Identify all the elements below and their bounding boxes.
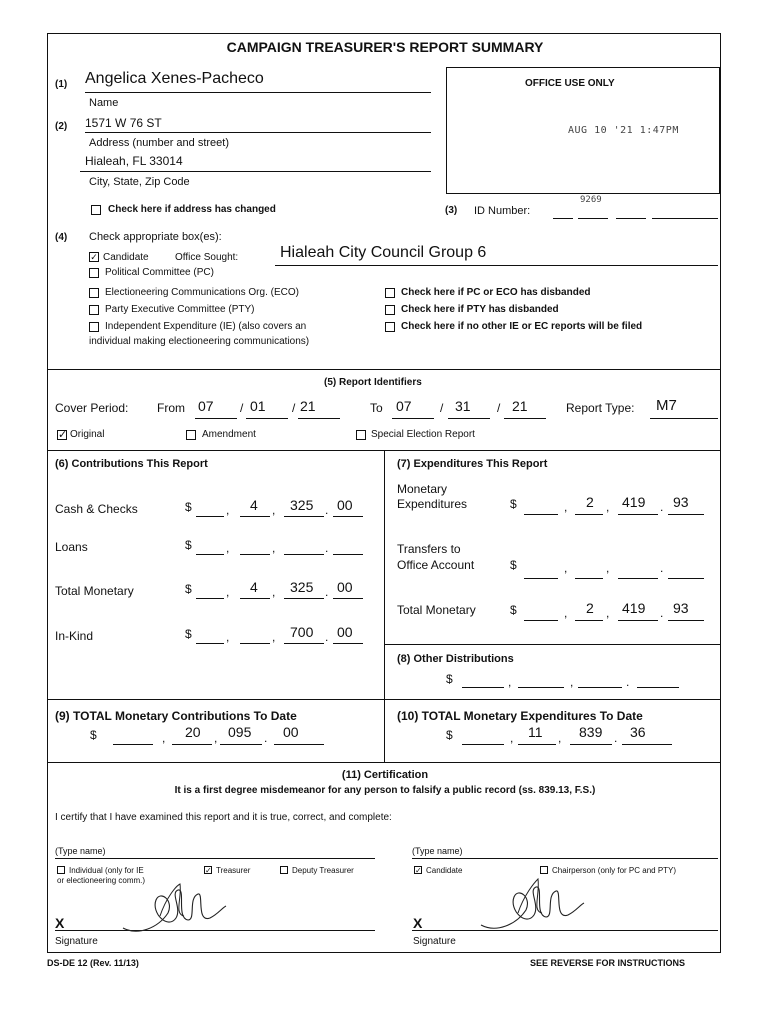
treasurer-label: Treasurer: [216, 866, 251, 875]
report-type-value[interactable]: M7: [656, 397, 677, 414]
total-line-2: [240, 598, 270, 599]
cash-line-1: [196, 516, 224, 517]
sec9-title: (9) TOTAL Monetary Contributions To Date: [55, 709, 297, 723]
address-line: [85, 132, 431, 133]
exp-thousands[interactable]: 2: [586, 494, 594, 510]
from-label: From: [157, 401, 185, 415]
left-signature-x: X: [55, 915, 65, 931]
eco-checkbox[interactable]: [89, 288, 99, 298]
inkind-cents[interactable]: 00: [337, 624, 353, 640]
name-line: [85, 92, 431, 93]
slash-4: /: [497, 401, 501, 415]
cash-dot: .: [325, 503, 329, 517]
slash-3: /: [440, 401, 444, 415]
left-signature-label: Signature: [55, 936, 98, 947]
sec9-comma-1: ,: [162, 731, 166, 745]
candidate-signature-image: [476, 873, 586, 935]
sec2-number: (2): [55, 121, 68, 132]
candidate-name[interactable]: Angelica Xenes-Pacheco: [85, 70, 264, 87]
divider-sec5: [47, 369, 721, 370]
exp-comma-1: ,: [564, 500, 568, 514]
cash-thousands[interactable]: 4: [250, 497, 258, 513]
total-thousands[interactable]: 4: [250, 579, 258, 595]
exp-total-comma-1: ,: [564, 606, 568, 620]
from-month[interactable]: 07: [198, 398, 214, 414]
monetary-label-2: Expenditures: [397, 497, 468, 511]
right-type-name-line-top: [412, 858, 718, 859]
right-signature-label: Signature: [413, 936, 456, 947]
report-type-label: Report Type:: [566, 401, 635, 415]
cash-dollar: $: [185, 500, 192, 514]
sec9-line-1: [113, 744, 153, 745]
inkind-line-3: [284, 643, 324, 644]
total-cents[interactable]: 00: [337, 579, 353, 595]
disband-pty-checkbox[interactable]: [385, 305, 395, 315]
form-title: CAMPAIGN TREASURER'S REPORT SUMMARY: [226, 39, 544, 55]
amendment-label: Amendment: [202, 429, 256, 440]
id-line-1: [553, 218, 573, 219]
to-day[interactable]: 31: [455, 398, 471, 414]
cash-comma-2: ,: [272, 503, 276, 517]
total-line-1: [196, 598, 224, 599]
slash-1: /: [240, 401, 244, 415]
office-sought-value[interactable]: Hialeah City Council Group 6: [280, 244, 487, 261]
loans-line-1: [196, 554, 224, 555]
exp-total-line-3: [618, 620, 658, 621]
right-signature-x: X: [413, 915, 423, 931]
total-comma-1: ,: [226, 585, 230, 599]
other-dot: .: [626, 675, 630, 689]
sec11-warning: It is a first degree misdemeanor for any person to falsify a public record (ss. 839.13, F.S.): [174, 785, 596, 796]
inkind-line-2: [240, 643, 270, 644]
received-stamp: AUG 10 '21 1:47PM: [568, 125, 679, 136]
id-line-4: [652, 218, 718, 219]
transfers-comma-2: ,: [606, 561, 610, 575]
exp-total-label: Total Monetary: [397, 603, 476, 617]
pc-label: Political Committee (PC): [105, 267, 214, 278]
exp-line-4: [668, 514, 704, 515]
exp-hundreds[interactable]: 419: [622, 494, 646, 510]
loans-comma-1: ,: [226, 541, 230, 555]
exp-comma-2: ,: [606, 500, 610, 514]
to-label: To: [370, 401, 383, 415]
slash-2: /: [292, 401, 296, 415]
sec7-title: (7) Expenditures This Report: [397, 458, 548, 470]
divider-sec11: [47, 762, 721, 763]
ie-checkbox[interactable]: [89, 322, 99, 332]
to-month-line: [392, 418, 434, 419]
from-day[interactable]: 01: [250, 398, 266, 414]
exp-total-dollar: $: [510, 603, 517, 617]
total-dot: .: [325, 585, 329, 599]
sec10-line-4: [622, 744, 672, 745]
transfers-line-3: [618, 578, 658, 579]
sec10-dollar: $: [446, 728, 453, 742]
other-dollar: $: [446, 672, 453, 686]
exp-total-line-4: [668, 620, 704, 621]
other-comma-1: ,: [508, 675, 512, 689]
sec10-comma-1: ,: [510, 731, 514, 745]
report-type-line: [650, 418, 718, 419]
individual-checkbox[interactable]: [57, 866, 65, 874]
sec5-title: (5) Report Identifiers: [324, 377, 422, 388]
transfers-dollar: $: [510, 558, 517, 572]
cover-period-label: Cover Period:: [55, 401, 129, 415]
sec4-number: (4): [55, 232, 68, 243]
inkind-dollar: $: [185, 627, 192, 641]
from-day-line: [246, 418, 288, 419]
address-label: Address (number and street): [89, 137, 230, 149]
deputy-treasurer-label: Deputy Treasurer: [292, 866, 354, 875]
transfers-line-4: [668, 578, 704, 579]
office-use-label: OFFICE USE ONLY: [525, 78, 615, 89]
inkind-dot: .: [325, 630, 329, 644]
cash-cents[interactable]: 00: [337, 497, 353, 513]
sec10-line-1: [462, 744, 504, 745]
sec9-thousands[interactable]: 20: [185, 724, 201, 740]
inkind-line-4: [333, 643, 363, 644]
loans-comma-2: ,: [272, 541, 276, 555]
total-line-4: [333, 598, 363, 599]
sec10-cents[interactable]: 36: [630, 724, 646, 740]
check-icon: ✓: [58, 429, 68, 441]
sec10-title: (10) TOTAL Monetary Expenditures To Date: [397, 709, 643, 723]
total-line-3: [284, 598, 324, 599]
candidate-cert-checkbox[interactable]: [414, 866, 422, 874]
exp-line-1: [524, 514, 558, 515]
address-changed-label: Check here if address has changed: [108, 204, 276, 215]
other-line-4: [637, 687, 679, 688]
city-line: [80, 171, 431, 172]
deputy-treasurer-checkbox[interactable]: [280, 866, 288, 874]
exp-dot: .: [660, 500, 664, 514]
sec10-line-2: [518, 744, 556, 745]
no-other-reports-checkbox[interactable]: [385, 322, 395, 332]
id-line-2: [578, 218, 608, 219]
form-number: DS-DE 12 (Rev. 11/13): [47, 958, 139, 968]
to-month[interactable]: 07: [396, 398, 412, 414]
loans-line-4: [333, 554, 363, 555]
sec10-dot: .: [614, 731, 618, 745]
original-label: Original: [70, 429, 105, 440]
exp-total-thousands[interactable]: 2: [586, 600, 594, 616]
special-election-label: Special Election Report: [371, 429, 475, 440]
candidate-cert-label: Candidate: [426, 866, 463, 875]
city-label: City, State, Zip Code: [89, 176, 190, 188]
cash-line-2: [240, 516, 270, 517]
sec9-line-3: [220, 744, 262, 745]
disband-pty-label: Check here if PTY has disbanded: [401, 304, 559, 315]
loans-line-3: [284, 554, 324, 555]
treasurer-signature-image: [118, 878, 228, 938]
check-icon: ✓: [90, 252, 98, 262]
total-dollar: $: [185, 582, 192, 596]
individual-label-2: or electioneering comm.): [57, 876, 146, 885]
check-icon: ✓: [205, 866, 212, 875]
sec9-hundreds[interactable]: 095: [228, 724, 252, 740]
cash-comma-1: ,: [226, 503, 230, 517]
inkind-comma-1: ,: [226, 630, 230, 644]
pty-checkbox[interactable]: [89, 305, 99, 315]
from-year-line: [298, 418, 340, 419]
from-month-line: [195, 418, 237, 419]
sec9-line-2: [172, 744, 212, 745]
monetary-label-1: Monetary: [397, 482, 448, 496]
transfers-line-1: [524, 578, 558, 579]
transfers-label-2: Office Account: [397, 558, 475, 572]
treasurer-checkbox[interactable]: [204, 866, 212, 874]
cash-label: Cash & Checks: [55, 502, 138, 516]
office-sought-line: [275, 265, 718, 266]
sec10-thousands[interactable]: 11: [528, 724, 543, 740]
inkind-hundreds[interactable]: 700: [290, 624, 314, 640]
sec11-title: (11) Certification: [341, 769, 429, 781]
exp-total-dot: .: [660, 606, 664, 620]
exp-line-3: [618, 514, 658, 515]
id-number-value[interactable]: 9269: [580, 195, 602, 205]
inkind-label: In-Kind: [55, 629, 94, 643]
sec9-comma-2: ,: [214, 731, 218, 745]
inkind-comma-2: ,: [272, 630, 276, 644]
transfers-dot: .: [660, 561, 664, 575]
divider-sec8: [384, 644, 721, 645]
sec1-number: (1): [55, 79, 68, 90]
original-checkbox[interactable]: [57, 430, 67, 440]
from-year[interactable]: 21: [300, 398, 316, 414]
city-value[interactable]: Hialeah, FL 33014: [85, 154, 183, 168]
disband-pc-label: Check here if PC or ECO has disbanded: [401, 287, 591, 298]
address-value[interactable]: 1571 W 76 ST: [85, 116, 162, 130]
special-election-checkbox[interactable]: [356, 430, 366, 440]
left-type-name-line-top: [55, 858, 375, 859]
sec4-label: Check appropriate box(es):: [89, 231, 222, 243]
other-comma-2: ,: [570, 675, 574, 689]
pty-label: Party Executive Committee (PTY): [105, 304, 255, 315]
loans-dollar: $: [185, 538, 192, 552]
id-line-3: [616, 218, 646, 219]
exp-dollar: $: [510, 497, 517, 511]
to-day-line: [448, 418, 490, 419]
exp-total-line-2: [575, 620, 603, 621]
sec10-comma-2: ,: [558, 731, 562, 745]
amendment-checkbox[interactable]: [186, 430, 196, 440]
exp-total-line-1: [524, 620, 558, 621]
loans-label: Loans: [55, 540, 88, 554]
eco-label: Electioneering Communications Org. (ECO): [105, 287, 299, 298]
individual-label-1: Individual (only for IE: [69, 866, 144, 875]
sec9-line-4: [274, 744, 324, 745]
candidate-label: Candidate: [103, 252, 149, 263]
total-monetary-label: Total Monetary: [55, 584, 134, 598]
transfers-comma-1: ,: [564, 561, 568, 575]
inkind-line-1: [196, 643, 224, 644]
sec8-title: (8) Other Distributions: [397, 653, 514, 665]
address-changed-checkbox[interactable]: [91, 205, 101, 215]
transfers-line-2: [575, 578, 603, 579]
id-number-label: ID Number:: [474, 205, 531, 217]
cash-hundreds[interactable]: 325: [290, 497, 314, 513]
exp-total-hundreds[interactable]: 419: [622, 600, 646, 616]
office-sought-label: Office Sought:: [175, 252, 239, 263]
other-line-1: [462, 687, 504, 688]
other-line-3: [578, 687, 622, 688]
certify-statement: I certify that I have examined this report and it is true, correct, and complete:: [55, 812, 392, 823]
exp-total-comma-2: ,: [606, 606, 610, 620]
sec9-cents[interactable]: 00: [283, 724, 299, 740]
exp-line-2: [575, 514, 603, 515]
cash-line-4: [333, 516, 363, 517]
sec3-number: (3): [445, 205, 458, 216]
transfers-label-1: Transfers to: [397, 542, 461, 556]
to-year-line: [504, 418, 546, 419]
sec9-dot: .: [264, 731, 268, 745]
no-other-reports-label: Check here if no other IE or EC reports will be filed: [401, 321, 643, 332]
sec9-dollar: $: [90, 728, 97, 742]
pc-checkbox[interactable]: [89, 268, 99, 278]
instructions-note: SEE REVERSE FOR INSTRUCTIONS: [530, 958, 686, 968]
loans-line-2: [240, 554, 270, 555]
candidate-checkbox[interactable]: [89, 252, 99, 262]
sec6-title: (6) Contributions This Report: [55, 458, 208, 470]
exp-total-cents[interactable]: 93: [673, 600, 689, 616]
name-label: Name: [89, 97, 119, 109]
other-line-2: [518, 687, 564, 688]
loans-dot: .: [325, 541, 329, 555]
exp-cents[interactable]: 93: [673, 494, 689, 510]
cash-line-3: [284, 516, 324, 517]
chairperson-label: Chairperson (only for PC and PTY): [552, 866, 677, 875]
ie-label-line1: Independent Expenditure (IE) (also covers an: [105, 321, 307, 332]
right-type-name: (Type name): [412, 846, 463, 856]
disband-pc-checkbox[interactable]: [385, 288, 395, 298]
to-year[interactable]: 21: [512, 398, 528, 414]
sec10-hundreds[interactable]: 839: [579, 724, 603, 740]
ie-label-line2: individual making electioneering communications): [89, 336, 310, 347]
left-type-name: (Type name): [55, 846, 106, 856]
divider-vertical: [384, 450, 385, 762]
sec10-line-3: [570, 744, 612, 745]
total-hundreds[interactable]: 325: [290, 579, 314, 595]
check-icon: ✓: [415, 866, 422, 875]
total-comma-2: ,: [272, 585, 276, 599]
